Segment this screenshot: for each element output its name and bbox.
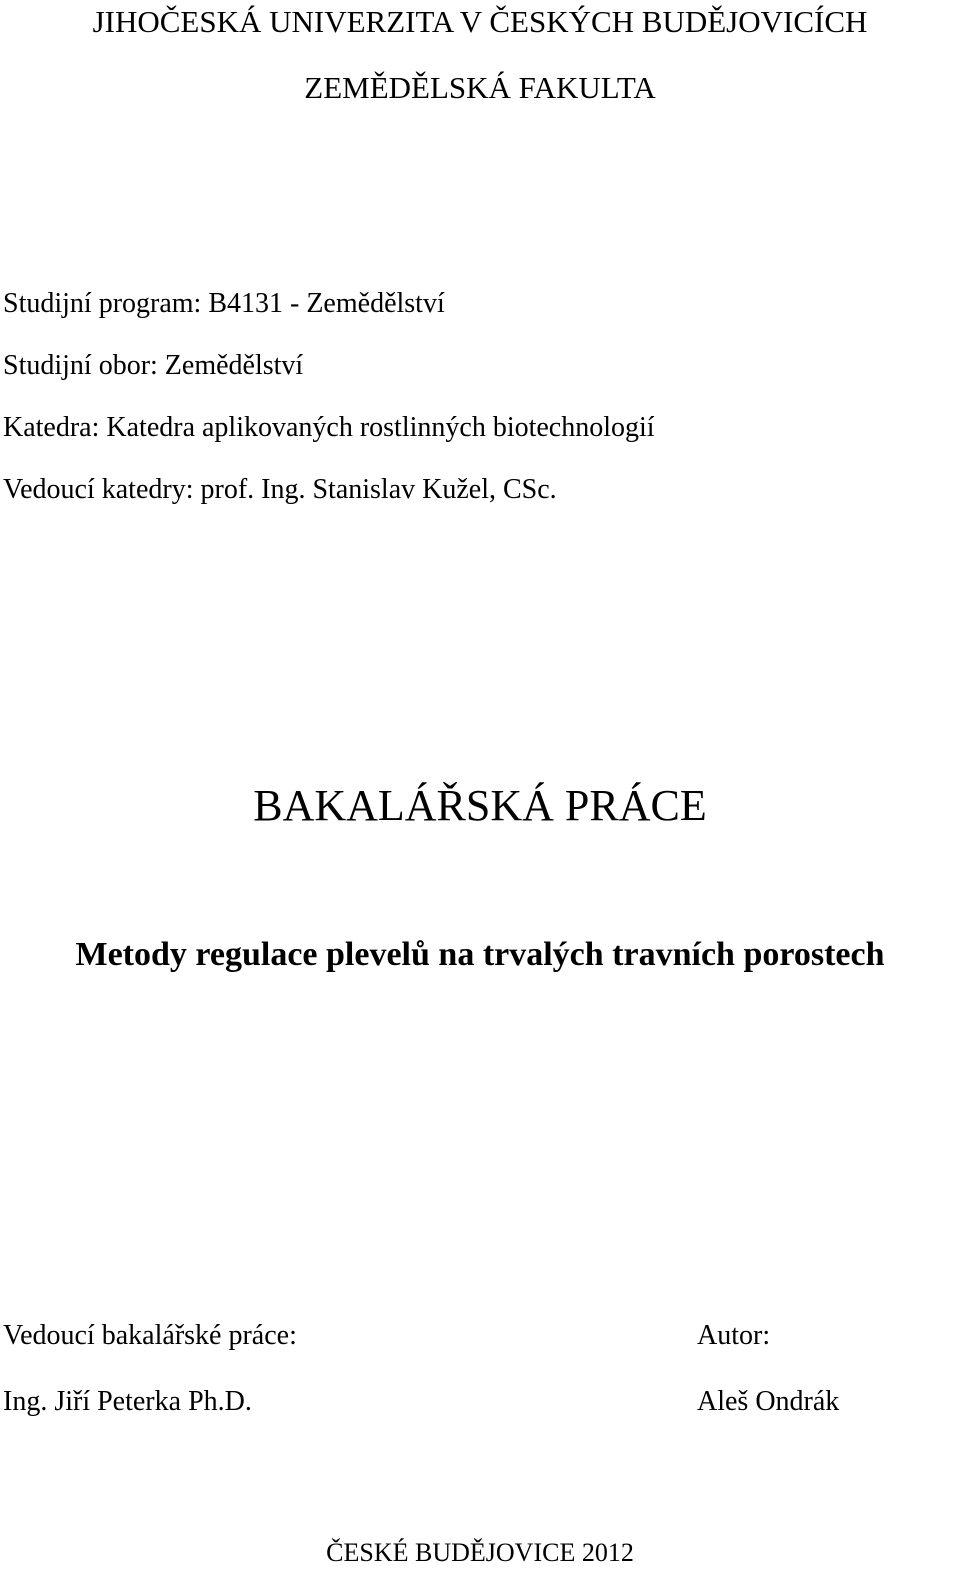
faculty-name: ZEMĚDĚLSKÁ FAKULTA (304, 70, 656, 105)
thesis-title: Metody regulace plevelů na trvalých travních porostech (75, 936, 885, 973)
department-head: Vedoucí katedry: prof. Ing. Stanislav Kužel, CSc. (3, 474, 557, 505)
university-name: JIHOČESKÁ UNIVERZITA V ČESKÝCH BUDĚJOVICÍCH (92, 4, 868, 39)
place-and-year: ČESKÉ BUDĚJOVICE 2012 (326, 1538, 634, 1567)
study-program: Studijní program: B4131 - Zemědělství (3, 288, 445, 319)
thesis-type: BAKALÁŘSKÁ PRÁCE (253, 781, 707, 830)
department: Katedra: Katedra aplikovaných rostlinných biotechnologií (3, 412, 655, 443)
author-label: Autor: (697, 1320, 771, 1351)
supervisor-label: Vedoucí bakalářské práce: (3, 1320, 297, 1351)
study-field: Studijní obor: Zemědělství (3, 350, 304, 381)
supervisor-name: Ing. Jiří Peterka Ph.D. (3, 1386, 252, 1417)
author-name: Aleš Ondrák (697, 1386, 840, 1417)
